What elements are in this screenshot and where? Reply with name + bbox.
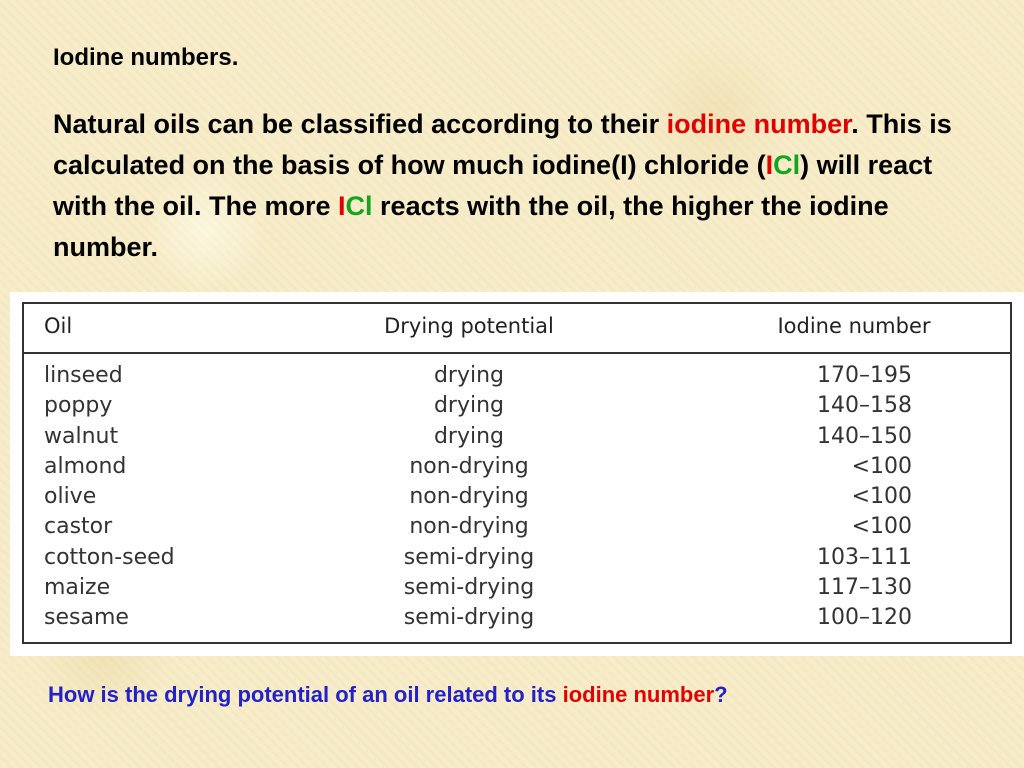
cell-drying: drying [433, 363, 505, 388]
cell-iodine: 103–111 [817, 544, 912, 570]
cell-drying: drying [433, 393, 505, 419]
question-text [48, 682, 1008, 708]
table-row [24, 362, 1010, 392]
table-row [24, 544, 1010, 574]
cell-drying: non-drying [409, 514, 529, 540]
cell-drying: semi-drying [403, 544, 535, 570]
table-body [24, 362, 1010, 635]
header-iodine-number: Iodine number [777, 314, 931, 338]
paragraph-text-3: ) will react with the oil. The more [53, 150, 933, 221]
icl-i-symbol: I [765, 150, 774, 180]
table-row [24, 483, 1010, 513]
oil-table [22, 302, 1012, 644]
question-main: How is the drying potential of an oil related to its [48, 682, 563, 707]
question-highlight: iodine number [562, 682, 715, 707]
cell-oil: maize [44, 575, 111, 601]
iodine-number-highlight: iodine number [666, 109, 852, 139]
cell-oil: sesame [44, 605, 129, 631]
table-row [24, 392, 1010, 422]
cell-iodine: 117–130 [817, 575, 912, 601]
cell-iodine: 140–150 [817, 423, 912, 449]
intro-paragraph [53, 104, 973, 268]
cell-drying: non-drying [409, 453, 529, 479]
cell-drying: semi-drying [403, 575, 535, 601]
icl-cl-symbol: Cl [773, 150, 801, 180]
question-end: ? [714, 682, 728, 707]
cell-iodine: 140–158 [817, 393, 912, 419]
table-header-row [24, 304, 1010, 354]
cell-oil: poppy [44, 393, 113, 419]
cell-iodine: 100–120 [817, 605, 912, 631]
cell-iodine: <100 [851, 453, 912, 479]
table-row [24, 574, 1010, 604]
paragraph-text-2: . This is calculated on the basis of how much iodine(I) chloride ( [53, 109, 952, 180]
cell-oil: linseed [44, 363, 123, 388]
header-oil: Oil [44, 314, 73, 338]
cell-drying: drying [433, 423, 505, 449]
header-drying-potential: Drying potential [384, 314, 554, 338]
cell-oil: olive [44, 484, 97, 510]
table-row [24, 453, 1010, 483]
paragraph-text-4: reacts with the oil, the higher the iodine number. [53, 191, 889, 262]
cell-iodine: 170–195 [817, 363, 912, 388]
cell-iodine: <100 [851, 484, 912, 510]
cell-drying: non-drying [409, 484, 529, 510]
cell-oil: cotton-seed [44, 544, 175, 570]
table-row [24, 513, 1010, 543]
slide-title: Iodine numbers. [53, 44, 239, 71]
table-row [24, 423, 1010, 453]
cell-drying: semi-drying [403, 605, 535, 631]
icl-i-symbol-2: I [338, 191, 346, 221]
cell-oil: walnut [44, 423, 119, 449]
paragraph-text-1: Natural oils can be classified according to their [53, 109, 667, 139]
table-row [24, 604, 1010, 634]
cell-oil: almond [44, 453, 127, 479]
cell-oil: castor [44, 514, 113, 540]
cell-iodine: <100 [851, 514, 912, 540]
oil-table-panel [10, 292, 1024, 656]
icl-cl-symbol-2: Cl [345, 191, 373, 221]
